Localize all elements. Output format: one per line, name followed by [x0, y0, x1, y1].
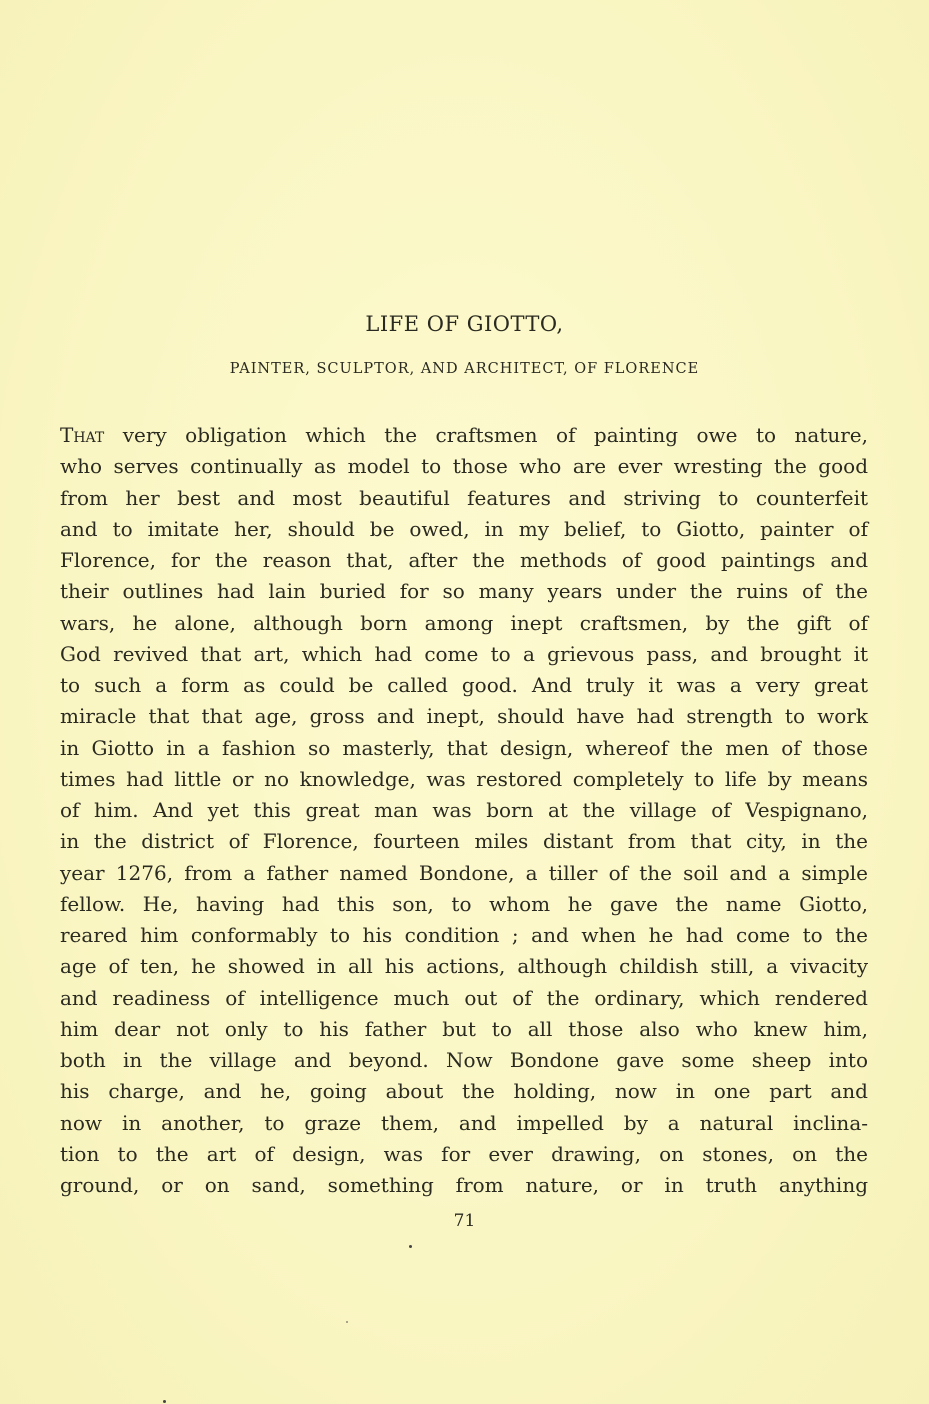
text-line: God revived that art, which had come to a grievous pass, and brought it: [60, 641, 868, 666]
page-subtitle: PAINTER, SCULPTOR, AND ARCHITECT, OF FLORENCE: [229, 361, 700, 377]
text-line: who serves continually as model to those who are ever wresting the good: [60, 454, 868, 479]
text-line: reared him conformably to his condition ; and when he had come to the: [60, 923, 868, 947]
ink-speck: [409, 1245, 412, 1248]
text-line: of him. And yet this great man was born at the village of Vespignano,: [60, 798, 868, 822]
text-line: [60, 420, 868, 451]
text-line: miracle that that age, gross and inept, should have had strength to work: [60, 704, 868, 729]
ink-speck: [346, 1321, 348, 1323]
text-line: year 1276, from a father named Bondone, a tiller of the soil and a simple: [60, 860, 868, 885]
text-line: ground, or on sand, something from nature, or in truth anything: [60, 1173, 868, 1197]
text-line: fellow. He, having had this son, to whom he gave the name Giotto,: [60, 891, 868, 916]
page-title: LIFE OF GIOTTO,: [365, 312, 564, 336]
page-number: 71: [453, 1211, 476, 1231]
text-line: age of ten, he showed in all his actions, although childish still, a vivacity: [60, 954, 868, 979]
text-line: from her best and most beautiful features and striving to counterfeit: [60, 485, 868, 510]
text-line: tion to the art of design, was for ever drawing, on stones, on the: [60, 1141, 868, 1166]
text-line: in Giotto in a fashion so masterly, that design, whereof the men of those: [60, 735, 868, 760]
text-line: their outlines had lain buried for so many years under the ruins of the: [60, 579, 868, 604]
text-line: Florence, for the reason that, after the methods of good paintings and: [60, 548, 868, 572]
text-line: to such a form as could be called good. And truly it was a very great: [60, 673, 868, 697]
text-line-content: very obligation which the craftsmen of painting owe to nature,: [104, 423, 868, 447]
text-line: and to imitate her, should be owed, in my belief, to Giotto, painter of: [60, 516, 868, 541]
first-word-smallcaps: That: [60, 423, 105, 447]
body-text: [60, 420, 868, 1201]
text-line: his charge, and he, going about the holding, now in one part and: [60, 1079, 868, 1104]
text-line: and readiness of intelligence much out of the ordinary, which rendered: [60, 985, 868, 1010]
text-line: times had little or no knowledge, was restored completely to life by means: [60, 766, 868, 791]
ink-speck: [163, 1400, 166, 1403]
text-line: now in another, to graze them, and impelled by a natural inclina-: [60, 1110, 868, 1135]
text-line: both in the village and beyond. Now Bondone gave some sheep into: [60, 1048, 868, 1072]
text-line: wars, he alone, although born among inept craftsmen, by the gift of: [60, 610, 868, 635]
text-line: in the district of Florence, fourteen miles distant from that city, in the: [60, 829, 868, 854]
text-line: him dear not only to his father but to all those also who knew him,: [60, 1016, 868, 1041]
